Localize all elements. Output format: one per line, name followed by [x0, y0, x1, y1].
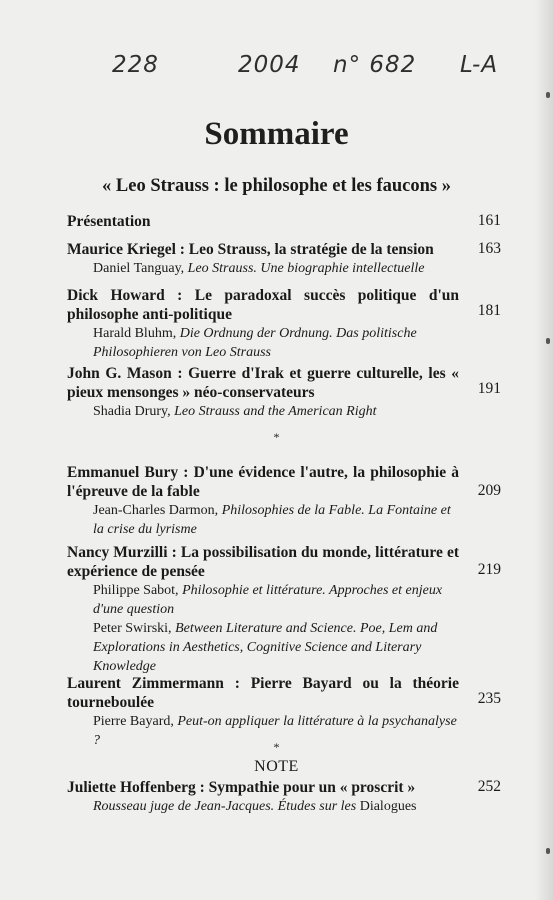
ref-author: Shadia Drury,: [93, 404, 175, 419]
ref-work: Die Ordnung der Ordnung. Das politische Philosophieren von Leo Strauss: [93, 326, 417, 360]
entry-heading: Dick Howard : Le paradoxal succès politique d'un philosophe anti-politique: [67, 287, 459, 323]
entry-page: 252: [477, 778, 501, 795]
margin-speck: [546, 848, 550, 854]
handwritten-issue: n° 682: [333, 52, 417, 78]
entry-reference: [67, 619, 459, 676]
entry-page: 181: [477, 302, 501, 319]
toc-entry: [67, 674, 459, 750]
entry-reference: [67, 501, 459, 539]
toc-entry: [67, 240, 459, 278]
margin-speck: [546, 92, 550, 98]
ref-work-tail: Dialogues: [356, 799, 417, 814]
entry-heading: Nancy Murzilli : La possibilisation du monde, littérature et expérience de pensée: [67, 544, 459, 580]
ref-author: Philippe Sabot,: [93, 583, 183, 598]
handwritten-initials: L-A: [460, 52, 499, 78]
ref-work: Rousseau juge de Jean-Jacques. Études sur les: [93, 799, 357, 814]
entry-heading: John G. Mason : Guerre d'Irak et guerre culturelle, les « pieux mensonges » néo-conservateurs: [67, 365, 459, 401]
toc-entry: [67, 364, 459, 421]
ref-work: Leo Strauss. Une biographie intellectuelle: [187, 261, 425, 276]
entry-reference: [67, 259, 459, 278]
ref-author: Harald Bluhm,: [93, 326, 180, 341]
toc-entry: [67, 286, 459, 362]
page-title: Sommaire: [204, 116, 349, 152]
entry-page: 235: [477, 690, 501, 707]
toc-entry: [67, 778, 459, 816]
entry-page: 191: [477, 380, 501, 397]
entry-heading: Laurent Zimmermann : Pierre Bayard ou la théorie tourneboulée: [67, 675, 459, 711]
ref-author: Peter Swirski,: [93, 621, 176, 636]
ref-work: Philosophie et littérature. Approches et enjeux d'une question: [93, 583, 443, 617]
ref-work: Leo Strauss and the American Right: [174, 404, 377, 419]
entry-reference: [67, 324, 459, 362]
handwritten-number: 228: [112, 52, 159, 78]
entry-reference: [67, 797, 459, 816]
entry-reference: [67, 402, 459, 421]
entry-page: 163: [477, 240, 501, 257]
margin-speck: [546, 338, 550, 344]
note-heading: NOTE: [254, 758, 299, 775]
ref-author: Jean-Charles Darmon,: [93, 503, 222, 518]
entry-page: 209: [477, 482, 501, 499]
ref-author: Daniel Tanguay,: [93, 261, 188, 276]
ref-author: Pierre Bayard,: [93, 714, 178, 729]
entry-reference: [67, 581, 459, 619]
entry-heading: Maurice Kriegel : Leo Strauss, la stratégie de la tension: [67, 241, 434, 258]
section-separator: *: [273, 430, 280, 444]
toc-entry: [67, 463, 459, 539]
ref-work: Peut-on appliquer la littérature à la psychanalyse ?: [93, 714, 457, 748]
ref-work: Between Literature and Science. Poe, Lem and Explorations in Aesthetics, Cognitive Science and Literary Knowledge: [93, 621, 438, 674]
entry-page: 219: [477, 561, 501, 578]
presentation-label: Présentation: [67, 213, 151, 230]
presentation-page: 161: [477, 212, 501, 229]
toc-entry: [67, 543, 459, 676]
dossier-title: « Leo Strauss : le philosophe et les faucons »: [102, 176, 451, 196]
section-separator: *: [273, 740, 280, 754]
ref-work: Philosophies de la Fable. La Fontaine et la crise du lyrisme: [93, 503, 451, 537]
handwritten-year: 2004: [238, 52, 301, 78]
entry-heading: Juliette Hoffenberg : Sympathie pour un « proscrit »: [67, 779, 416, 796]
entry-heading: Emmanuel Bury : D'une évidence l'autre, la philosophie à l'épreuve de la fable: [67, 464, 459, 500]
